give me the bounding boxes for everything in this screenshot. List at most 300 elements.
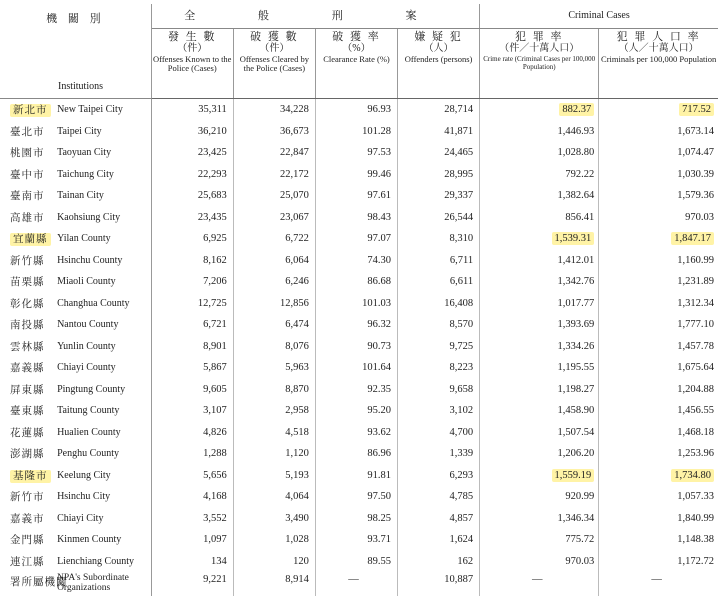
table-row xyxy=(0,164,718,186)
cell-value: 717.52 xyxy=(679,103,714,116)
institution-name-en: Penghu County xyxy=(57,448,120,460)
cell-value: 134 xyxy=(211,555,227,567)
cell-value: 8,870 xyxy=(285,383,309,395)
cell-offenses-known xyxy=(151,508,233,530)
cell-clearance-rate xyxy=(315,357,397,379)
cell-offenses-known xyxy=(151,228,233,250)
cell-criminals-rate xyxy=(599,164,718,186)
institution-name-zh xyxy=(0,400,55,422)
cell-value: 8,162 xyxy=(203,254,227,266)
cell-offenders xyxy=(398,121,480,143)
table-row xyxy=(0,572,718,596)
cell-value: 36,210 xyxy=(197,125,227,137)
institution-name-en: Chiayi City xyxy=(57,512,104,524)
cell-value: 96.32 xyxy=(367,319,392,331)
cell-value: 162 xyxy=(457,555,474,567)
cell-value: 28,714 xyxy=(444,104,474,116)
cell-value: 1,456.55 xyxy=(677,405,714,417)
institution-name-zh xyxy=(0,250,55,272)
cell-criminals-rate xyxy=(599,336,718,358)
cell-value: 1,195.55 xyxy=(557,362,595,374)
cell-offenders xyxy=(398,572,480,596)
institution-name-en: Yunlin County xyxy=(57,340,116,352)
institution-name-en: Taichung City xyxy=(57,168,114,180)
cell-offenses-known xyxy=(151,271,233,293)
cell-offenders xyxy=(398,400,480,422)
cell-clearance-rate xyxy=(315,142,397,164)
col-header-offenses-known xyxy=(151,29,233,99)
col-header-unit: （人／十萬人口） xyxy=(618,42,699,54)
cell-offenses-known xyxy=(151,572,233,596)
institutions-header-zh: 機 關 別 xyxy=(46,13,105,25)
table-row xyxy=(0,121,718,143)
cell-offenses-cleared xyxy=(233,164,315,186)
cell-value: 1,446.93 xyxy=(557,125,595,137)
institution-name-zh xyxy=(0,164,55,186)
table-row xyxy=(0,508,718,530)
cell-offenses-known xyxy=(151,121,233,143)
col-header-clearance-rate xyxy=(315,29,397,99)
cell-clearance-rate xyxy=(315,314,397,336)
institution-name-en: Keelung City xyxy=(57,469,111,481)
cell-offenses-known xyxy=(151,379,233,401)
cell-crime-rate xyxy=(480,271,599,293)
institution-name-zh-text: 臺東縣 xyxy=(10,406,45,418)
institution-name-zh-text: 嘉義市 xyxy=(10,513,45,525)
cell-offenders xyxy=(398,185,480,207)
cell-value: 97.07 xyxy=(367,233,392,245)
cell-offenses-cleared xyxy=(233,443,315,465)
col-header-criminals-rate xyxy=(599,29,718,99)
cell-value: 970.03 xyxy=(565,555,595,567)
cell-value: 93.71 xyxy=(367,534,392,546)
institution-name-en: Taipei City xyxy=(57,125,102,137)
col-header-unit: （%） xyxy=(342,42,371,54)
cell-value: 775.72 xyxy=(565,534,595,546)
cell-value: 1,539.31 xyxy=(552,232,595,245)
cell-value: 93.62 xyxy=(367,426,392,438)
cell-offenses-cleared xyxy=(233,99,315,121)
cell-value: 12,725 xyxy=(197,297,227,309)
col-header-en: Criminals per 100,000 Population xyxy=(601,54,717,65)
cell-value: — xyxy=(348,574,359,585)
cell-value: 7,206 xyxy=(203,276,227,288)
cell-offenses-known xyxy=(151,207,233,229)
cell-value: 9,221 xyxy=(203,574,227,585)
institution-name-en: Miaoli County xyxy=(57,276,116,288)
cell-value: 4,785 xyxy=(449,491,474,503)
institution-name-zh-text: 署所屬機關 xyxy=(10,577,68,588)
institution-name-en: Kinmen County xyxy=(57,534,122,546)
cell-value: 1,457.78 xyxy=(677,340,714,352)
cell-clearance-rate xyxy=(315,529,397,551)
cell-value: 2,958 xyxy=(285,405,309,417)
cell-value: 23,425 xyxy=(197,147,227,159)
cell-crime-rate xyxy=(480,185,599,207)
cell-clearance-rate xyxy=(315,121,397,143)
cell-value: 1,777.10 xyxy=(677,319,714,331)
cell-offenders xyxy=(398,486,480,508)
cell-clearance-rate xyxy=(315,400,397,422)
cell-value: 22,293 xyxy=(197,168,227,180)
cell-value: 12,856 xyxy=(280,297,309,309)
cell-value: 1,673.14 xyxy=(677,125,714,137)
cell-offenses-cleared xyxy=(233,207,315,229)
cell-criminals-rate xyxy=(599,314,718,336)
cell-crime-rate xyxy=(480,228,599,250)
cell-value: 8,914 xyxy=(285,574,309,585)
cell-offenders xyxy=(398,379,480,401)
cell-value: 97.61 xyxy=(367,190,392,202)
cell-value: 1,840.99 xyxy=(677,512,714,524)
cell-clearance-rate xyxy=(315,293,397,315)
institution-name-en: Pingtung County xyxy=(57,383,126,395)
cell-value: 1,030.39 xyxy=(677,168,714,180)
table-row xyxy=(0,293,718,315)
cell-value: 6,611 xyxy=(449,276,474,288)
cell-clearance-rate xyxy=(315,271,397,293)
cell-value: 6,711 xyxy=(449,254,474,266)
cell-criminals-rate xyxy=(599,250,718,272)
cell-value: 97.50 xyxy=(367,491,392,503)
cell-value: 1,412.01 xyxy=(557,254,595,266)
cell-offenders xyxy=(398,228,480,250)
table-row xyxy=(0,142,718,164)
institution-name-en: Lienchiang County xyxy=(57,555,134,567)
cell-value: 6,474 xyxy=(285,319,309,331)
institution-name-en: Hualien County xyxy=(57,426,121,438)
cell-value: 99.46 xyxy=(367,168,392,180)
institution-name-zh xyxy=(0,357,55,379)
cell-offenders xyxy=(398,99,480,121)
cell-clearance-rate xyxy=(315,207,397,229)
cell-value: 1,028 xyxy=(285,534,309,546)
cell-value: 86.68 xyxy=(367,276,392,288)
cell-offenses-known xyxy=(151,529,233,551)
cell-offenses-cleared xyxy=(233,465,315,487)
cell-value: 1,393.69 xyxy=(557,319,595,331)
cell-criminals-rate xyxy=(599,529,718,551)
col-header-en: Clearance Rate (%) xyxy=(323,54,390,65)
cell-value: 1,231.89 xyxy=(677,276,714,288)
table-row xyxy=(0,271,718,293)
cell-value: 882.37 xyxy=(559,103,594,116)
cell-criminals-rate xyxy=(599,99,718,121)
cell-offenses-known xyxy=(151,293,233,315)
cell-offenses-known xyxy=(151,422,233,444)
cell-offenses-known xyxy=(151,185,233,207)
cell-offenses-cleared xyxy=(233,357,315,379)
institution-name-en: Nantou County xyxy=(57,319,119,331)
cell-offenses-known xyxy=(151,164,233,186)
cell-criminals-rate xyxy=(599,185,718,207)
cell-offenses-cleared xyxy=(233,142,315,164)
institution-name-zh xyxy=(0,336,55,358)
col-header-en: Offenders (persons) xyxy=(404,54,473,65)
institution-name-zh-text: 基隆市 xyxy=(10,470,51,483)
cell-offenders xyxy=(398,422,480,444)
cell-value: 3,552 xyxy=(203,512,227,524)
cell-offenders xyxy=(398,207,480,229)
cell-clearance-rate xyxy=(315,572,397,596)
cell-value: 792.22 xyxy=(565,168,595,180)
institution-name-zh xyxy=(0,486,55,508)
cell-crime-rate xyxy=(480,486,599,508)
cell-value: 6,925 xyxy=(203,233,227,245)
cell-crime-rate xyxy=(480,443,599,465)
criminal-cases-table xyxy=(0,4,718,596)
cell-offenders xyxy=(398,250,480,272)
institution-name-zh-text: 連江縣 xyxy=(10,556,45,568)
cell-value: 9,605 xyxy=(203,383,227,395)
cell-value: 92.35 xyxy=(367,383,392,395)
cell-value: 101.28 xyxy=(362,125,392,137)
cell-value: 29,337 xyxy=(444,190,474,202)
cell-offenses-cleared xyxy=(233,422,315,444)
col-header-zh: 犯 罪 率 xyxy=(514,31,564,43)
institution-name-zh xyxy=(0,572,68,596)
institution-name-zh xyxy=(0,379,55,401)
cell-offenders xyxy=(398,164,480,186)
cell-criminals-rate xyxy=(599,400,718,422)
cell-value: — xyxy=(651,574,662,585)
cell-value: 1,559.19 xyxy=(552,469,595,482)
institution-name-zh xyxy=(0,422,55,444)
cell-crime-rate xyxy=(480,293,599,315)
cell-criminals-rate xyxy=(599,508,718,530)
cell-value: 4,518 xyxy=(285,426,309,438)
institution-name-zh xyxy=(0,508,55,530)
institution-name-en: Tainan City xyxy=(57,190,104,202)
cell-value: 22,172 xyxy=(280,168,309,180)
table-row xyxy=(0,207,718,229)
cell-clearance-rate xyxy=(315,551,397,573)
institution-name-zh-text: 雲林縣 xyxy=(10,341,45,353)
col-header-unit: （件） xyxy=(177,42,208,54)
cell-value: 5,656 xyxy=(203,469,227,481)
col-header-offenses-cleared xyxy=(233,29,315,99)
cell-clearance-rate xyxy=(315,164,397,186)
cell-offenders xyxy=(398,529,480,551)
cell-value: 74.30 xyxy=(367,254,392,266)
col-header-zh: 破 獲 數 xyxy=(250,31,299,43)
cell-offenses-known xyxy=(151,357,233,379)
cell-value: 6,246 xyxy=(285,276,309,288)
cell-value: 1,847.17 xyxy=(671,232,714,245)
cell-offenses-known xyxy=(151,336,233,358)
institution-name-zh-text: 臺北市 xyxy=(10,126,45,138)
institution-name-en: Chiayi County xyxy=(57,362,116,374)
cell-offenses-known xyxy=(151,250,233,272)
table-row xyxy=(0,185,718,207)
cell-value: 120 xyxy=(293,555,309,567)
cell-offenses-cleared xyxy=(233,250,315,272)
cell-crime-rate xyxy=(480,357,599,379)
cell-value: 1,253.96 xyxy=(677,448,714,460)
cell-value: 4,857 xyxy=(449,512,474,524)
cell-clearance-rate xyxy=(315,508,397,530)
cell-value: 1,675.64 xyxy=(677,362,714,374)
institution-name-zh xyxy=(0,207,55,229)
cell-value: 1,172.72 xyxy=(677,555,714,567)
cell-value: 5,867 xyxy=(203,362,227,374)
col-header-offenders xyxy=(398,29,480,99)
cell-value: 1,206.20 xyxy=(557,448,595,460)
cell-offenses-known xyxy=(151,486,233,508)
cell-criminals-rate xyxy=(599,486,718,508)
col-header-unit: （人） xyxy=(423,42,454,54)
cell-criminals-rate xyxy=(599,293,718,315)
cell-offenses-known xyxy=(151,99,233,121)
cell-offenders xyxy=(398,336,480,358)
cell-value: 98.25 xyxy=(367,512,392,524)
institution-name-zh-text: 嘉義縣 xyxy=(10,363,45,375)
cell-value: 6,721 xyxy=(203,319,227,331)
institution-name-zh-text: 桃園市 xyxy=(10,148,45,160)
cell-value: 5,963 xyxy=(285,362,309,374)
cell-value: 9,658 xyxy=(449,383,474,395)
cell-value: 8,901 xyxy=(203,340,227,352)
cell-offenses-known xyxy=(151,400,233,422)
cell-offenses-known xyxy=(151,443,233,465)
cell-offenses-cleared xyxy=(233,185,315,207)
cell-value: 9,725 xyxy=(449,340,474,352)
cell-value: 1,342.76 xyxy=(557,276,595,288)
cell-value: 5,193 xyxy=(285,469,309,481)
cell-crime-rate xyxy=(480,508,599,530)
cell-crime-rate xyxy=(480,379,599,401)
institution-name-en: Hsinchu County xyxy=(57,254,123,266)
cell-value: 89.55 xyxy=(367,555,392,567)
col-header-en: Offenses Known to the Police (Cases) xyxy=(153,54,232,73)
cell-crime-rate xyxy=(480,121,599,143)
institution-name-zh-text: 高雄市 xyxy=(10,212,45,224)
cell-value: 1,204.88 xyxy=(677,383,714,395)
institution-name-en: Taoyuan City xyxy=(57,147,112,159)
col-header-zh: 破 獲 率 xyxy=(332,31,381,43)
cell-value: 96.93 xyxy=(367,104,392,116)
cell-value: 23,067 xyxy=(280,211,309,223)
institution-name-zh xyxy=(0,529,55,551)
institution-name-zh xyxy=(0,465,55,487)
institution-name-zh xyxy=(0,314,55,336)
cell-crime-rate xyxy=(480,336,599,358)
institution-name-en: Hsinchu City xyxy=(57,491,111,503)
cell-crime-rate xyxy=(480,250,599,272)
institution-name-zh xyxy=(0,293,55,315)
institution-name-en: NPA's Subordinate Organizations xyxy=(57,573,129,593)
cell-value: 28,995 xyxy=(444,168,474,180)
cell-criminals-rate xyxy=(599,121,718,143)
cell-value: 6,722 xyxy=(285,233,309,245)
institution-name-zh xyxy=(0,443,55,465)
cell-value: 8,310 xyxy=(449,233,474,245)
institution-name-zh xyxy=(0,228,55,250)
cell-offenders xyxy=(398,465,480,487)
cell-criminals-rate xyxy=(599,551,718,573)
cell-value: 6,064 xyxy=(285,254,309,266)
cell-criminals-rate xyxy=(599,142,718,164)
cell-value: 95.20 xyxy=(367,405,392,417)
institution-name-zh xyxy=(0,99,55,121)
cell-value: 35,311 xyxy=(198,104,227,116)
cell-clearance-rate xyxy=(315,336,397,358)
institution-name-zh-text: 金門縣 xyxy=(10,535,45,547)
institution-name-zh-text: 新竹市 xyxy=(10,492,45,504)
table-row xyxy=(0,99,718,121)
institution-name-zh-text: 臺中市 xyxy=(10,169,45,181)
cell-offenses-cleared xyxy=(233,336,315,358)
table-row xyxy=(0,443,718,465)
cell-value: 1,097 xyxy=(203,534,227,546)
cell-criminals-rate xyxy=(599,465,718,487)
institutions-header-en: Institutions xyxy=(58,81,104,92)
cell-value: 25,683 xyxy=(197,190,227,202)
cell-value: 6,293 xyxy=(449,469,474,481)
cell-criminals-rate xyxy=(599,207,718,229)
cell-offenders xyxy=(398,293,480,315)
institution-name-zh xyxy=(0,121,55,143)
cell-offenders xyxy=(398,357,480,379)
table-row xyxy=(0,336,718,358)
cell-value: 8,223 xyxy=(449,362,474,374)
cell-crime-rate xyxy=(480,99,599,121)
cell-value: 1,458.90 xyxy=(557,405,595,417)
cell-crime-rate xyxy=(480,314,599,336)
cell-value: 1,382.64 xyxy=(557,190,595,202)
cell-offenses-cleared xyxy=(233,400,315,422)
cell-offenses-cleared xyxy=(233,551,315,573)
cell-crime-rate xyxy=(480,465,599,487)
cell-value: 3,107 xyxy=(203,405,227,417)
institution-name-zh-text: 新北市 xyxy=(10,104,51,117)
table-body xyxy=(0,99,718,597)
cell-value: 1,057.33 xyxy=(677,491,714,503)
institution-name-en: Kaohsiung City xyxy=(57,211,121,223)
cell-value: 22,847 xyxy=(280,147,309,159)
table-row xyxy=(0,422,718,444)
cell-criminals-rate xyxy=(599,357,718,379)
cell-criminals-rate xyxy=(599,443,718,465)
table-row xyxy=(0,529,718,551)
cell-crime-rate xyxy=(480,529,599,551)
cell-clearance-rate xyxy=(315,99,397,121)
cell-value: 1,624 xyxy=(449,534,474,546)
cell-value: 1,198.27 xyxy=(557,383,595,395)
institution-name-en: New Taipei City xyxy=(57,104,123,116)
institution-name-zh-text: 花蓮縣 xyxy=(10,427,45,439)
cell-value: 1,334.26 xyxy=(557,340,595,352)
cell-clearance-rate xyxy=(315,486,397,508)
cell-value: 97.53 xyxy=(367,147,392,159)
cell-criminals-rate xyxy=(599,572,718,596)
cell-value: 1,339 xyxy=(449,448,474,460)
cell-value: 98.43 xyxy=(367,211,392,223)
cell-value: 1,017.77 xyxy=(557,297,595,309)
cell-crime-rate xyxy=(480,400,599,422)
cell-offenses-known xyxy=(151,314,233,336)
cell-value: 24,465 xyxy=(444,147,474,159)
cell-value: 1,120 xyxy=(285,448,309,460)
cell-offenses-cleared xyxy=(233,572,315,596)
cell-value: 34,228 xyxy=(280,104,309,116)
cell-crime-rate xyxy=(480,422,599,444)
cell-value: 3,102 xyxy=(449,405,474,417)
institution-name-zh-text: 澎湖縣 xyxy=(10,449,45,461)
cell-value: 856.41 xyxy=(565,211,595,223)
institution-name-zh-text: 南投縣 xyxy=(10,320,45,332)
cell-clearance-rate xyxy=(315,465,397,487)
